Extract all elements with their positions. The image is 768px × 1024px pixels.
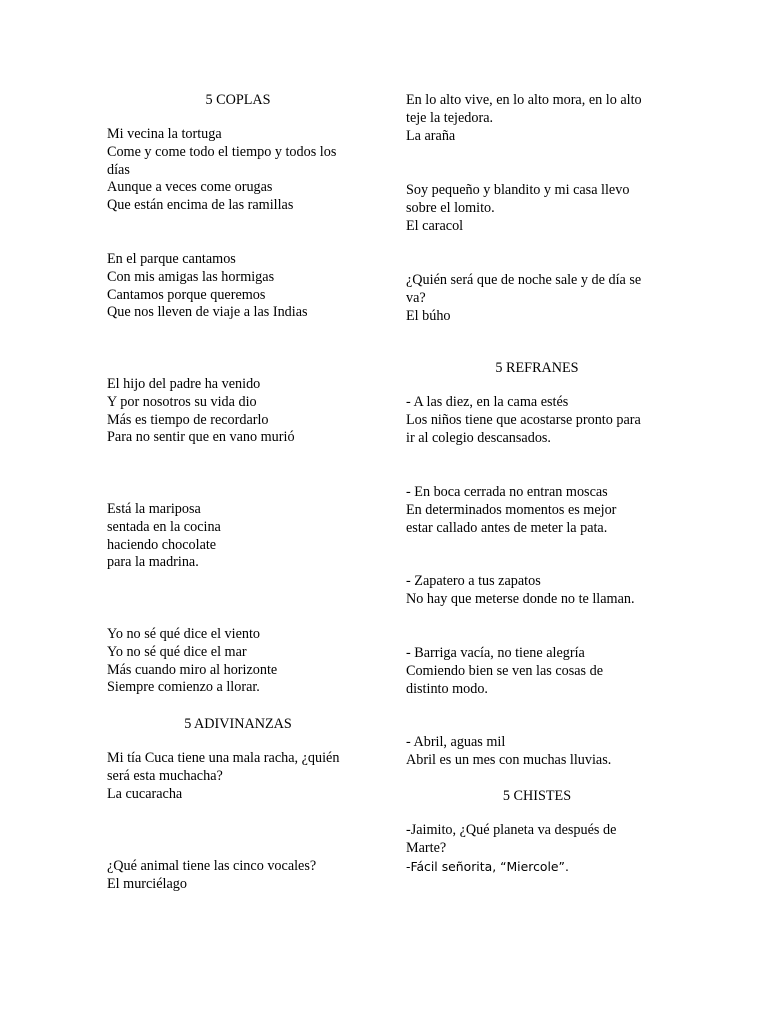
text-line: sobre el lomito. xyxy=(406,199,495,216)
text-line: teje la tejedora. xyxy=(406,109,494,126)
text-line: Cantamos porque queremos xyxy=(107,286,266,303)
text-line: estar callado antes de meter la pata. xyxy=(406,519,608,536)
text-line: En lo alto vive, en lo alto mora, en lo alto xyxy=(406,92,642,108)
copla-3 xyxy=(107,376,369,501)
text-line: Los niños tiene que acostarse pronto para xyxy=(406,411,641,428)
text-line: Y por nosotros su vida dio xyxy=(107,393,257,410)
text-line: Más es tiempo de recordarlo xyxy=(107,411,269,428)
text-line: Mi vecina la tortuga xyxy=(107,126,222,142)
text-line: Está la mariposa xyxy=(107,501,201,517)
adivinanzas-heading: 5 ADIVINANZAS xyxy=(184,716,292,732)
refran-2 xyxy=(406,484,668,573)
text-line: En determinados momentos es mejor xyxy=(406,501,617,518)
text-line: ¿Qué animal tiene las cinco vocales? xyxy=(107,858,317,874)
text-line: Más cuando miro al horizonte xyxy=(107,661,278,678)
text-line: En el parque cantamos xyxy=(107,251,236,267)
text-line: - Abril, aguas mil xyxy=(406,734,506,750)
copla-5 xyxy=(107,626,369,716)
refran-5 xyxy=(406,734,668,788)
text-line: Mi tía Cuca tiene una mala racha, ¿quién xyxy=(107,750,340,766)
text-line: va? xyxy=(406,289,426,306)
text-line: -Jaimito, ¿Qué planeta va después de xyxy=(406,822,617,838)
chistes-heading: 5 CHISTES xyxy=(502,788,572,804)
text-line: Yo no sé qué dice el mar xyxy=(107,643,247,660)
text-line: No hay que meterse donde no te llaman. xyxy=(406,590,635,607)
refran-1 xyxy=(406,394,668,484)
copla-4 xyxy=(107,501,369,626)
text-line: Siempre comienzo a llorar. xyxy=(107,679,260,696)
text-line: Abril es un mes con muchas lluvias. xyxy=(406,751,612,768)
text-line: Come y come todo el tiempo y todos los xyxy=(107,143,337,160)
text-line: ¿Quién será que de noche sale y de día se xyxy=(406,272,642,288)
copla-1 xyxy=(107,126,369,251)
refran-3 xyxy=(406,573,668,645)
text-line: La araña xyxy=(406,127,456,144)
text-line: -Fácil señorita, “Miercole”. xyxy=(406,858,569,874)
refran-4 xyxy=(406,645,668,734)
coplas-heading: 5 COPLAS xyxy=(205,92,271,108)
text-line: El búho xyxy=(406,307,451,324)
text-line: - A las diez, en la cama estés xyxy=(406,394,569,410)
left-column xyxy=(107,92,369,894)
text-line: Con mis amigas las hormigas xyxy=(107,268,275,285)
text-line: haciendo chocolate xyxy=(107,536,217,553)
adivinanza-1 xyxy=(107,750,369,858)
text-line: será esta muchacha? xyxy=(107,767,223,784)
text-line: La cucaracha xyxy=(107,785,183,802)
text-line: El murciélago xyxy=(107,875,187,892)
text-line: ir al colegio descansados. xyxy=(406,429,551,446)
text-line: - Barriga vacía, no tiene alegría xyxy=(406,645,585,661)
text-line: Aunque a veces come orugas xyxy=(107,179,273,196)
text-line: sentada en la cocina xyxy=(107,518,221,535)
text-line: - Zapatero a tus zapatos xyxy=(406,573,541,589)
adivinanza-3 xyxy=(406,92,668,182)
text-line: Soy pequeño y blandito y mi casa llevo xyxy=(406,182,630,198)
text-line: Marte? xyxy=(406,839,447,856)
adivinanza-2 xyxy=(107,858,369,894)
text-line: días xyxy=(107,161,130,178)
text-line: distinto modo. xyxy=(406,680,488,697)
chiste-1 xyxy=(406,822,668,875)
adivinanza-4 xyxy=(406,182,668,272)
text-line: El hijo del padre ha venido xyxy=(107,376,261,392)
text-line: El caracol xyxy=(406,217,464,234)
text-line: Yo no sé qué dice el viento xyxy=(107,626,261,642)
adivinanza-5 xyxy=(406,272,668,360)
copla-2 xyxy=(107,251,369,376)
text-line: Que están encima de las ramillas xyxy=(107,197,294,214)
text-line: para la madrina. xyxy=(107,554,199,571)
text-line: Comiendo bien se ven las cosas de xyxy=(406,662,604,679)
right-column xyxy=(406,92,668,875)
refranes-heading: 5 REFRANES xyxy=(495,360,579,376)
text-line: Que nos lleven de viaje a las Indias xyxy=(107,304,308,321)
text-line: Para no sentir que en vano murió xyxy=(107,429,295,446)
text-line: - En boca cerrada no entran moscas xyxy=(406,484,608,500)
